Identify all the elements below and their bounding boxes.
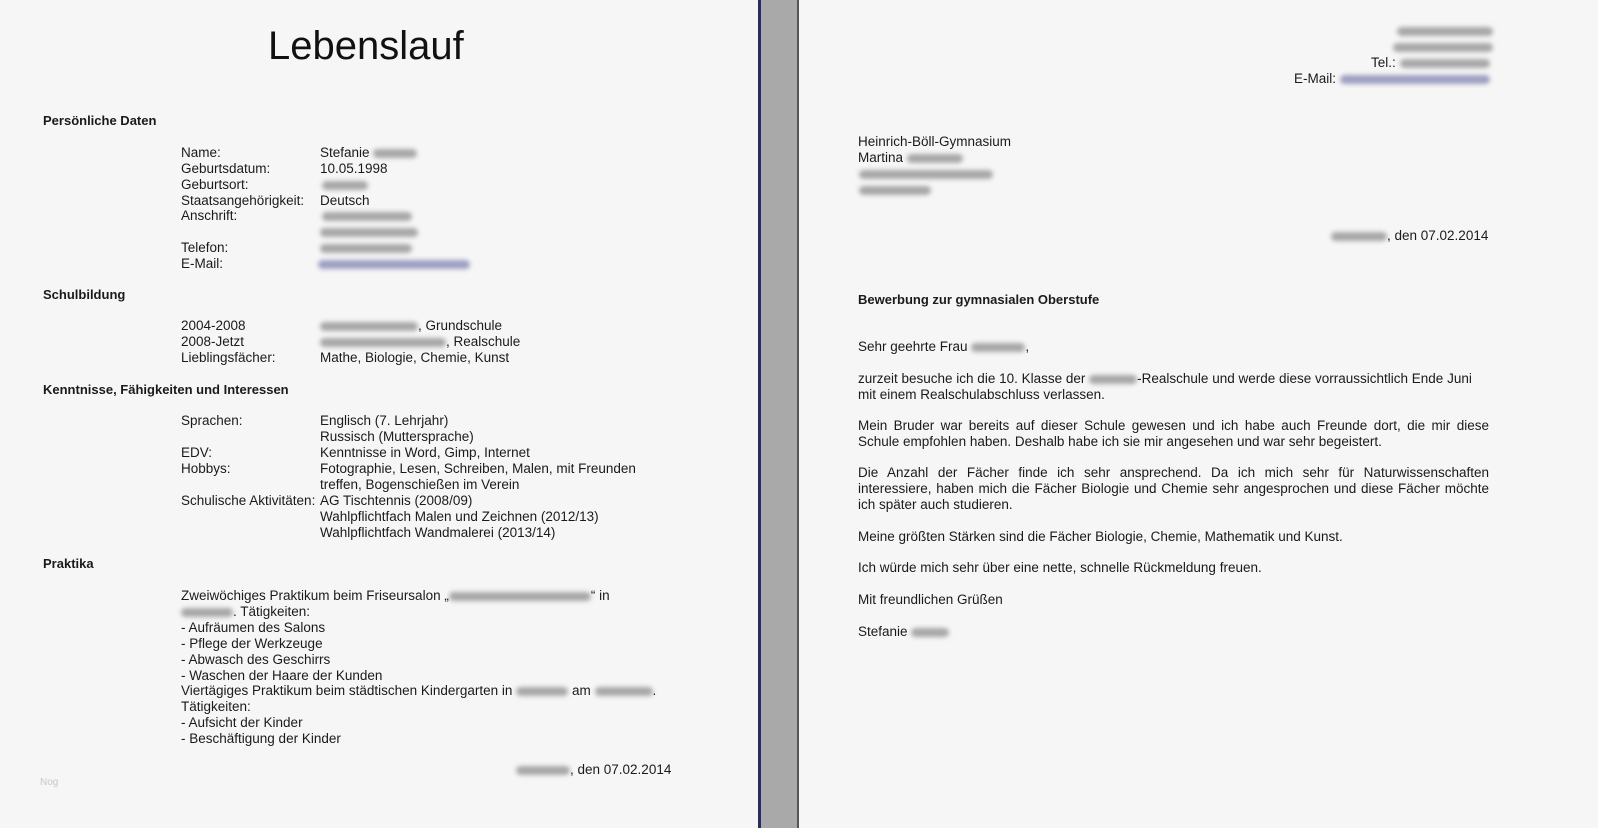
redacted-current-school xyxy=(1089,375,1137,384)
letter-closing: Mit freundlichen Grüßen xyxy=(858,592,1003,607)
redacted-kindergarten-date xyxy=(595,687,653,696)
skills-activity-3: Wahlpflichtfach Wandmalerei (2013/14) xyxy=(320,525,556,540)
internship-2-task-1: - Aufsicht der Kinder xyxy=(181,715,303,730)
value-name xyxy=(320,145,417,161)
school-row-1-value: , Grundschule xyxy=(320,318,502,334)
internship-1-task-1: - Aufräumen des Salons xyxy=(181,620,326,635)
redacted-recipient-street xyxy=(859,170,993,179)
redacted-sender-phone xyxy=(1400,59,1490,68)
redacted-salutation-name xyxy=(971,343,1025,352)
redacted-sender-email xyxy=(1340,75,1490,84)
letter-subject: Bewerbung zur gymnasialen Oberstufe xyxy=(858,292,1100,307)
letter-paragraph-2: Mein Bruder war bereits auf dieser Schule gewesen und ich habe auch Freunde dort, die mir diese Schule empfohlen haben. Deshalb habe ich sie mir angesehen und war sehr begeistert. xyxy=(858,418,1489,449)
redacted-signature-surname xyxy=(911,628,949,637)
value-birthdate: 10.05.1998 xyxy=(320,161,388,176)
cv-page xyxy=(0,0,761,828)
label-address: Anschrift: xyxy=(181,208,238,223)
label-birthplace: Geburtsort: xyxy=(181,177,249,192)
label-email: E-Mail: xyxy=(181,256,224,271)
section-heading-internships: Praktika xyxy=(43,556,94,571)
redacted-kindergarten-city xyxy=(516,687,568,696)
redacted-salon-city xyxy=(181,608,233,617)
redacted-phone xyxy=(320,244,412,253)
school-row-3-label: Lieblingsfächer: xyxy=(181,350,276,365)
internship-1-task-4: - Waschen der Haare der Kunden xyxy=(181,668,383,683)
section-heading-personal: Persönliche Daten xyxy=(43,113,157,128)
redacted-address-street xyxy=(322,212,412,221)
label-nationality: Staatsangehörigkeit: xyxy=(181,193,305,208)
page-gutter xyxy=(761,0,799,828)
skills-activity-2: Wahlpflichtfach Malen und Zeichnen (2012/13) xyxy=(320,509,599,524)
label-phone: Telefon: xyxy=(181,240,229,255)
skills-language-2: Russisch (Muttersprache) xyxy=(320,429,474,444)
cv-title: Lebenslauf xyxy=(268,24,464,68)
school-row-1-label: 2004-2008 xyxy=(181,318,246,333)
internship-2-task-2: - Beschäftigung der Kinder xyxy=(181,731,341,746)
sender-tel: Tel.: xyxy=(1371,55,1490,71)
redacted-salon-name xyxy=(449,592,591,601)
value-nationality: Deutsch xyxy=(320,193,370,208)
letter-signature: Stefanie xyxy=(858,624,949,640)
label-name: Name: xyxy=(181,145,221,160)
internship-1-task-2: - Pflege der Werkzeuge xyxy=(181,636,323,651)
redacted-email xyxy=(318,260,470,269)
recipient-name: Martina xyxy=(858,150,963,166)
internship-1-line-2: . Tätigkeiten: xyxy=(181,604,310,620)
letter-salutation: Sehr geehrte Frau , xyxy=(858,339,1030,354)
letter-paragraph-1-line-2: mit einem Realschulabschluss verlassen. xyxy=(858,387,1105,402)
skills-hobbies-line-2: treffen, Bogenschießen im Verein xyxy=(320,477,520,492)
redacted-recipient-city xyxy=(859,186,931,195)
cv-date-line: , den 07.02.2014 xyxy=(516,762,671,778)
redacted-letter-place xyxy=(1331,232,1387,241)
redacted-address-city xyxy=(320,228,418,237)
school-row-3-value: Mathe, Biologie, Chemie, Kunst xyxy=(320,350,510,365)
watermark: Nog xyxy=(40,777,59,788)
skills-languages-label: Sprachen: xyxy=(181,413,243,428)
skills-edv-value: Kenntnisse in Word, Gimp, Internet xyxy=(320,445,530,460)
name-first: Stefanie xyxy=(320,145,370,160)
sender-email: E-Mail: xyxy=(1294,71,1490,87)
skills-activity-1: AG Tischtennis (2008/09) xyxy=(320,493,473,508)
skills-language-1: Englisch (7. Lehrjahr) xyxy=(320,413,449,428)
redacted-sender-street xyxy=(1393,43,1493,52)
internship-1-line-1: Zweiwöchiges Praktikum beim Friseursalon „ “ in xyxy=(181,588,610,603)
skills-hobbies-label: Hobbys: xyxy=(181,461,231,476)
redacted-school-1 xyxy=(320,322,418,331)
redacted-cv-place xyxy=(516,766,570,775)
skills-activities-label: Schulische Aktivitäten: xyxy=(181,493,316,508)
redacted-surname xyxy=(373,149,417,158)
redacted-birthplace xyxy=(322,181,368,190)
letter-paragraph-5: Ich würde mich sehr über eine nette, schnelle Rückmeldung freuen. xyxy=(858,560,1262,575)
school-row-2-value: , Realschule xyxy=(320,334,520,350)
letter-paragraph-4: Meine größten Stärken sind die Fächer Biologie, Chemie, Mathematik und Kunst. xyxy=(858,529,1343,544)
section-heading-skills: Kenntnisse, Fähigkeiten und Interessen xyxy=(43,382,289,397)
section-heading-school: Schulbildung xyxy=(43,287,126,302)
skills-hobbies-line-1: Fotographie, Lesen, Schreiben, Malen, mit Freunden xyxy=(320,461,636,476)
letter-date-line: , den 07.02.2014 xyxy=(1331,228,1488,244)
school-row-2-label: 2008-Jetzt xyxy=(181,334,245,349)
redacted-recipient-surname xyxy=(907,154,963,163)
redacted-sender-name xyxy=(1397,27,1493,36)
recipient-school: Heinrich-Böll-Gymnasium xyxy=(858,134,1012,149)
letter-paragraph-3: Die Anzahl der Fächer finde ich sehr ansprechend. Da ich mich sehr für Naturwissenschaften interessiere, haben mich die Fächer Biologie und Chemie sehr angesprochen und diese Fächer möchte ich später auch studieren. xyxy=(858,465,1489,512)
label-birthdate: Geburtsdatum: xyxy=(181,161,271,176)
redacted-school-2 xyxy=(320,338,446,347)
internship-2-line-1: Viertägiges Praktikum beim städtischen Kindergarten in am . xyxy=(181,683,657,698)
letter-paragraph-1-line-1: zurzeit besuche ich die 10. Klasse der -Realschule und werde diese vorraussichtlich Ende Juni xyxy=(858,371,1472,386)
internship-2-line-2: Tätigkeiten: xyxy=(181,699,251,714)
skills-edv-label: EDV: xyxy=(181,445,213,460)
letter-page xyxy=(799,0,1598,828)
internship-1-task-3: - Abwasch des Geschirrs xyxy=(181,652,331,667)
